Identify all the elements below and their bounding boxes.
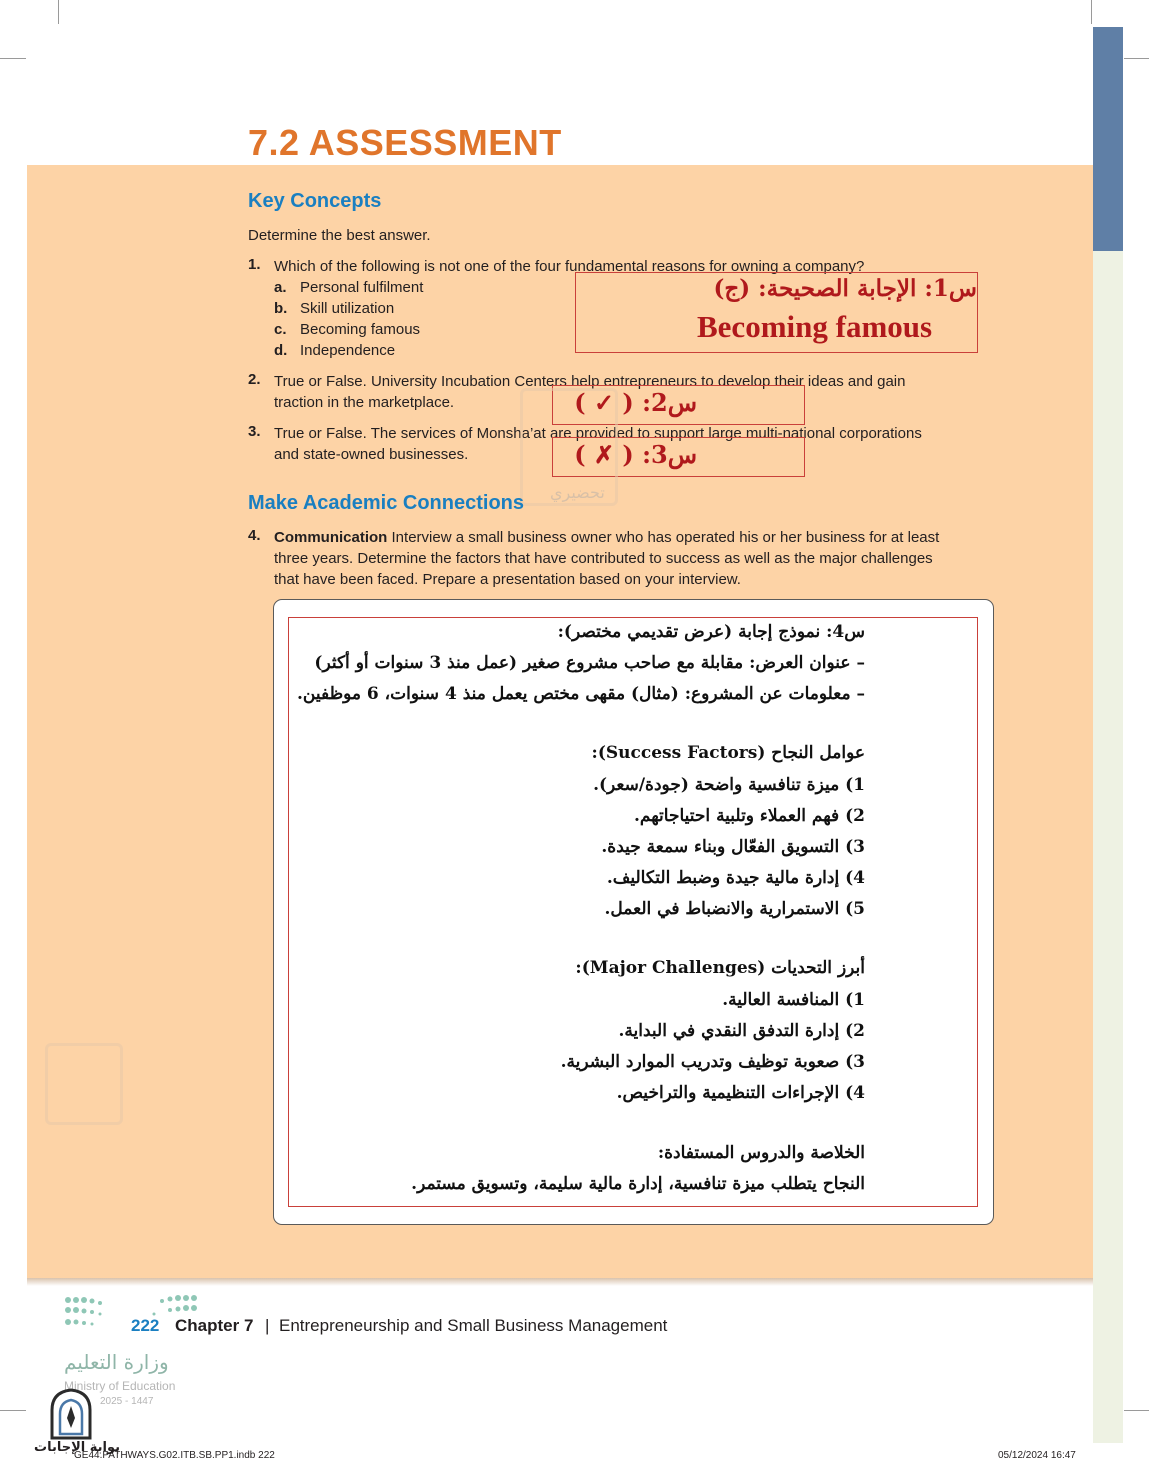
crop-mark (0, 1410, 26, 1411)
success-factor-item: 2) فهم العملاء وتلبية احتياجاتهم. (633, 806, 865, 826)
chapter-subject: Entrepreneurship and Small Business Management (279, 1316, 668, 1335)
footer-separator: | (265, 1316, 270, 1335)
success-factors-heading: عوامل النجاح (Success Factors): (591, 743, 865, 763)
ministry-logo-english: Ministry of Education (64, 1379, 176, 1393)
question-2-line-1: True or False. University Incubation Centers help entrepreneurs to develop their ideas and gain (274, 373, 906, 390)
site-logo-icon (48, 1388, 94, 1440)
answer-4-presentation-title: – عنوان العرض: مقابلة مع صاحب مشروع صغير (عمل منذ 3 سنوات أو أكثر) (314, 653, 865, 673)
side-tab (1093, 27, 1123, 251)
summary-text: النجاح يتطلب ميزة تنافسية، إدارة مالية سليمة، وتسويق مستمر. (411, 1174, 865, 1194)
key-concepts-heading: Key Concepts (248, 190, 382, 212)
challenge-item: 1) المنافسة العالية. (722, 990, 865, 1010)
crop-mark (1091, 0, 1092, 24)
answer-3-arabic: س3: ( ✗ ) (574, 440, 697, 469)
question-number: 4. (248, 527, 261, 544)
answer-4-title: س4: نموذج إجابة (عرض تقديمي مختصر): (557, 622, 865, 642)
ministry-year: 2025 - 1447 (100, 1396, 154, 1407)
answer-4-project-info: – معلومات عن المشروع: (مثال) مقهى مختص يعمل منذ 4 سنوات، 6 موظفين. (296, 684, 865, 704)
question-3-line-1: True or False. The services of Monsha’at are provided to support large multi-national corporations (274, 425, 922, 442)
site-name: بوابة الإجابات (34, 1440, 120, 1455)
date-imprint: 05/12/2024 16:47 (998, 1450, 1076, 1461)
instruction-text: Determine the best answer. (248, 227, 431, 244)
crop-mark (1124, 1410, 1149, 1411)
question-2-line-2: traction in the marketplace. (274, 394, 455, 411)
question-3-line-2: and state-owned businesses. (274, 446, 469, 463)
answer-1-english: Becoming famous (697, 309, 933, 344)
challenge-item: 4) الإجراءات التنظيمية والتراخيص. (616, 1083, 865, 1103)
option-d: d. Independence (274, 342, 396, 359)
crop-mark (1124, 58, 1149, 59)
question-number: 2. (248, 371, 261, 388)
success-factor-item: 5) الاستمرارية والانضباط في العمل. (604, 899, 865, 919)
chapter-label: Chapter 7 (175, 1316, 254, 1335)
file-imprint: GE44.PATHWAYS.G02.ITB.SB.PP1.indb 222 (74, 1450, 275, 1461)
option-b: b. Skill utilization (274, 300, 395, 317)
summary-heading: الخلاصة والدروس المستفادة: (657, 1143, 865, 1163)
academic-connections-heading: Make Academic Connections (248, 492, 525, 514)
watermark-text: تحضيري (550, 483, 605, 502)
success-factor-item: 3) التسويق الفعّال وبناء سمعة جيدة. (601, 837, 865, 857)
answer-1-arabic: س1: الإجابة الصحيحة: (ج) (713, 275, 977, 302)
challenge-item: 3) صعوبة توظيف وتدريب الموارد البشرية. (560, 1052, 865, 1072)
page-title: 7.2 ASSESSMENT (248, 122, 562, 163)
success-factor-item: 4) إدارة مالية جيدة وضبط التكاليف. (606, 868, 865, 888)
question-number: 3. (248, 423, 261, 440)
page-number: 222 (131, 1316, 160, 1335)
panel-shadow (27, 1278, 1093, 1286)
challenge-item: 2) إدارة التدفق النقدي في البداية. (618, 1021, 865, 1041)
question-number: 1. (248, 256, 261, 273)
watermark-logo (45, 1043, 123, 1125)
option-a: a. Personal fulfilment (274, 279, 424, 296)
option-c: c. Becoming famous (274, 321, 421, 338)
crop-mark (58, 0, 59, 24)
success-factor-item: 1) ميزة تنافسية واضحة (جودة/سعر). (593, 775, 865, 795)
question-4-line-1: Communication Interview a small business owner who has operated his or her business for at least (274, 529, 940, 546)
side-strip (1093, 251, 1123, 1443)
ministry-logo-arabic: وزارة التعليم (64, 1350, 169, 1374)
crop-mark (0, 58, 26, 59)
challenges-heading: أبرز التحديات (Major Challenges): (575, 958, 865, 978)
answer-2-arabic: س2: ( ✓ ) (574, 388, 697, 417)
question-4-line-2: three years. Determine the factors that have contributed to success as well as the major challenges (274, 550, 933, 567)
question-1-text: Which of the following is not one of the four fundamental reasons for owning a company? (274, 258, 865, 275)
question-4-line-3: that have been faced. Prepare a presentation based on your interview. (274, 571, 741, 588)
